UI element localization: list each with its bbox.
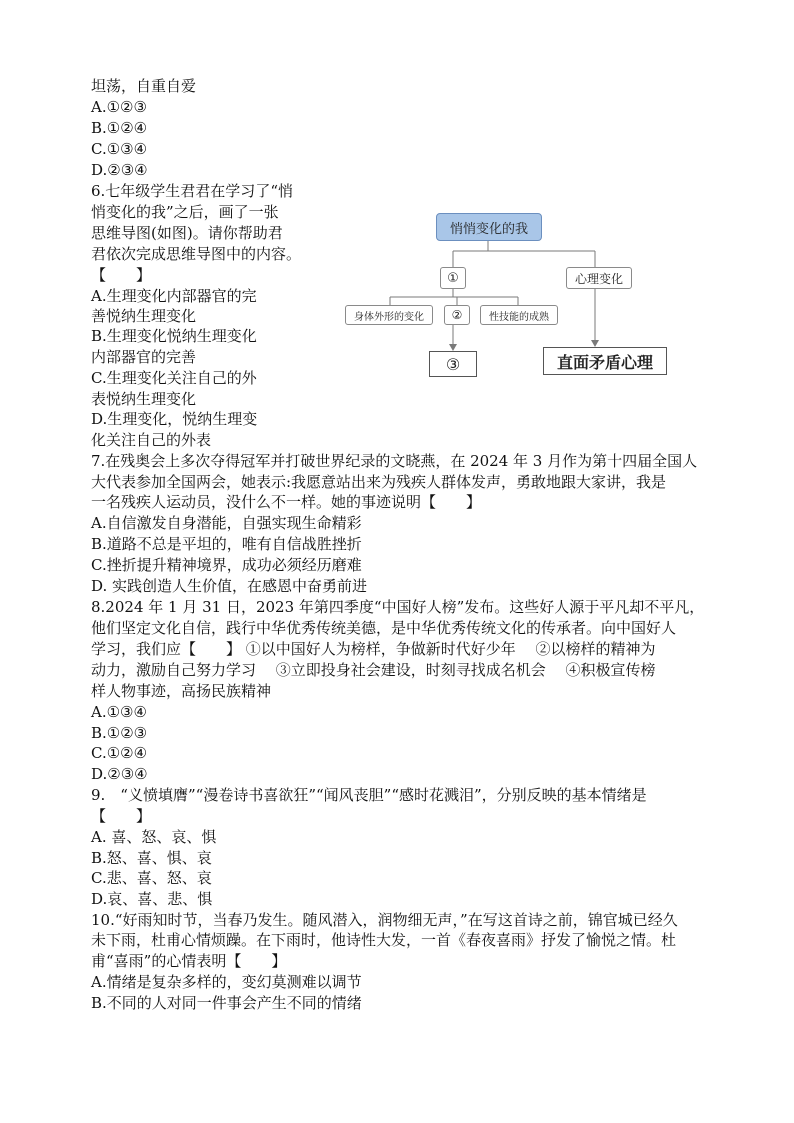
- text-line: C.生理变化关注自己的外: [91, 369, 257, 387]
- text-line: B.道路不总是平坦的，唯有自信战胜挫折: [91, 535, 362, 553]
- text-line: C.挫折提升精神境界，成功必须经历磨难: [91, 556, 362, 574]
- mind-map-node-2: ②: [444, 305, 470, 325]
- text-line: 他们坚定文化自信，践行中华优秀传统美德，是中华优秀传统文化的传承者。向中国好人: [91, 619, 677, 637]
- text-line: A. 喜、怒、哀、惧: [91, 828, 217, 846]
- text-line: 内部器官的完善: [91, 348, 197, 366]
- text-line: A.生理变化内部器官的完: [91, 287, 257, 305]
- text-line: 思维导图(如图)。请你帮助君: [91, 224, 283, 242]
- text-line: B.生理变化悦纳生理变化: [91, 327, 257, 345]
- text-line: 7.在残奥会上多次夺得冠军并打破世界纪录的文晓燕，在 2024 年 3 月作为第十四届全国人: [91, 452, 698, 470]
- text-line: 君依次完成思维导图中的内容。: [91, 245, 302, 263]
- mind-map-node-conflict: 直面矛盾心理: [543, 347, 667, 375]
- text-line: 甫“喜雨”的心情表明【 】: [91, 952, 287, 970]
- mind-map-node-psych: 心理变化: [566, 267, 632, 289]
- text-line: 一名残疾人运动员，没什么不一样。她的事迹说明【 】: [91, 493, 482, 511]
- text-line: D.②③④: [91, 161, 148, 179]
- text-line: 坦荡，自重自爱: [91, 77, 197, 95]
- mind-map-node-sex: 性技能的成熟: [480, 305, 558, 325]
- text-line: C.①②④: [91, 744, 148, 762]
- text-line: A.①②③: [91, 98, 147, 116]
- text-line: B.①②④: [91, 119, 148, 137]
- text-line: 9. “义愤填膺”“漫卷诗书喜欲狂”“闻风丧胆”“感时花溅泪”，分别反映的基本情绪是: [91, 786, 647, 804]
- mind-map-node-body: 身体外形的变化: [345, 305, 433, 325]
- text-line: D.生理变化，悦纳生理变: [91, 410, 258, 428]
- text-line: A.自信激发自身潜能，自强实现生命精彩: [91, 514, 362, 532]
- text-line: 未下雨，杜甫心情烦躁。在下雨时，他诗性大发，一首《春夜喜雨》抒发了愉悦之情。杜: [91, 931, 677, 949]
- text-line: 动力，激励自己努力学习 ③立即投身社会建设，时刻寻找成名机会 ④积极宣传榜: [91, 661, 656, 679]
- text-line: 10.“好雨知时节，当春乃发生。随风潜入，润物细无声，”在写这首诗之前，锦官城已经久: [91, 911, 678, 929]
- mind-map-node-3: ③: [429, 351, 477, 377]
- text-line: 6.七年级学生君君在学习了“悄: [91, 182, 293, 200]
- mind-map-diagram: [340, 205, 680, 385]
- text-line: 学习，我们应【 】 ①以中国好人为榜样，争做新时代好少年 ②以榜样的精神为: [91, 640, 656, 658]
- text-line: 化关注自己的外表: [91, 431, 212, 449]
- text-line: 8.2024 年 1 月 31 日，2023 年第四季度“中国好人榜”发布。这些好人源于平凡却不平凡，: [91, 598, 705, 616]
- text-line: D. 实践创造人生价值，在感恩中奋勇前进: [91, 577, 368, 595]
- text-line: 【 】: [91, 807, 152, 825]
- text-line: A.①③④: [91, 703, 147, 721]
- text-line: C.①③④: [91, 140, 148, 158]
- text-line: 样人物事迹，高扬民族精神: [91, 682, 272, 700]
- text-line: D.哀、喜、悲、惧: [91, 890, 213, 908]
- text-line: B.怒、喜、惧、哀: [91, 849, 212, 867]
- text-line: C.悲、喜、怒、哀: [91, 869, 212, 887]
- text-line: 大代表参加全国两会，她表示:我愿意站出来为残疾人群体发声，勇敢地跟大家讲，我是: [91, 473, 667, 491]
- mind-map-node-1: ①: [440, 267, 466, 289]
- text-line: B.①②③: [91, 724, 148, 742]
- text-line: 悄变化的我”之后，画了一张: [91, 203, 279, 221]
- text-line: 善悦纳生理变化: [91, 307, 197, 325]
- text-line: D.②③④: [91, 765, 148, 783]
- text-line: B.不同的人对同一件事会产生不同的情绪: [91, 994, 362, 1012]
- text-line: 【 】: [91, 266, 152, 284]
- text-line: 表悦纳生理变化: [91, 390, 197, 408]
- mind-map-root: 悄悄变化的我: [436, 213, 542, 241]
- text-line: A.情绪是复杂多样的，变幻莫测难以调节: [91, 973, 362, 991]
